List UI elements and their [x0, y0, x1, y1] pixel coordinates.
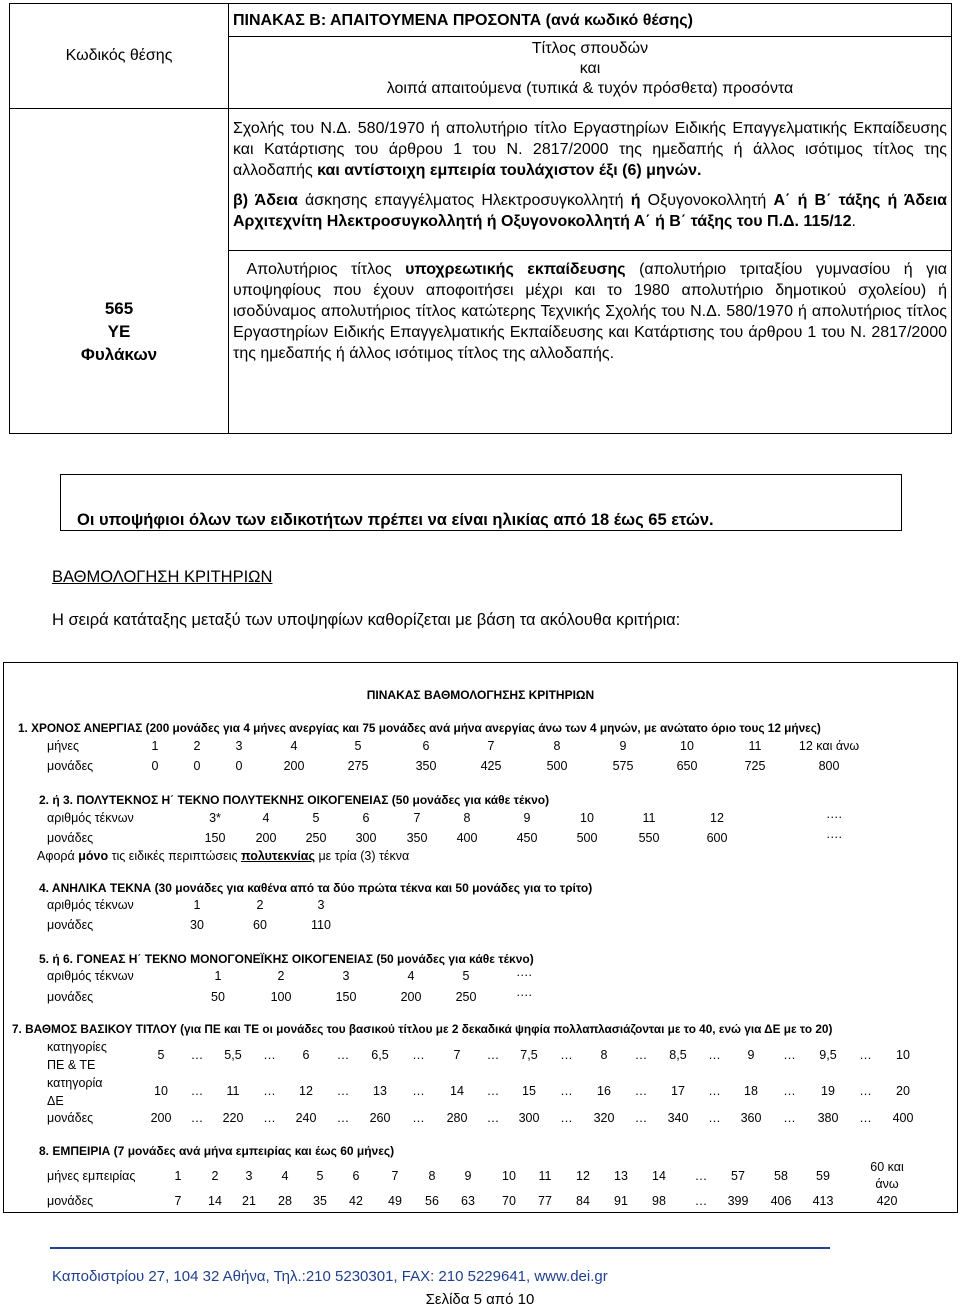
cell-value: 12 και άνω	[798, 739, 860, 753]
cell-value: 57	[731, 1169, 745, 1183]
cell-value: 420	[876, 1194, 898, 1208]
cell-value: 399	[727, 1194, 749, 1208]
cell-value: 14	[208, 1194, 222, 1208]
cell-value: 8	[553, 739, 561, 753]
position-number: 565	[104, 298, 134, 318]
cell-value: 14	[652, 1169, 666, 1183]
cell-value: 5	[312, 811, 320, 825]
position-code-cell	[10, 109, 229, 434]
cell-value: 0	[151, 759, 159, 773]
cell-value: 300	[355, 831, 377, 845]
s1-row1-label: μήνες	[47, 739, 80, 753]
criteria-table-title: ΠΙΝΑΚΑΣ ΒΑΘΜΟΛΟΓΗΣΗΣ ΚΡΙΤΗΡΙΩΝ	[366, 688, 595, 702]
separator: …	[560, 1111, 573, 1125]
cell-value: 8	[463, 811, 471, 825]
cell-value: 10	[154, 1084, 168, 1098]
position-title: Φυλάκων	[80, 344, 158, 364]
cell-value: 406	[770, 1194, 792, 1208]
cell-value: 18	[744, 1084, 758, 1098]
requirements-table	[9, 3, 952, 434]
s2-heading: 2. ή 3. ΠΟΛΥΤΕΚΝΟΣ Η΄ ΤΕΚΝΟ ΠΟΛΥΤΕΚΝΗΣ ΟΙΚΟΓΕΝΕΙΑΣ (50 μονάδες για κάθε τέκνο)	[39, 793, 550, 807]
qualifications-header-1: Τίτλος σπουδών	[531, 40, 649, 57]
criteria-heading: ΒΑΘΜΟΛΟΓΗΣΗ ΚΡΙΤΗΡΙΩΝ	[52, 568, 273, 586]
qa-bold: και αντίστοιχη εμπειρία τουλάχιστον έξι (6) μηνών.	[317, 162, 702, 179]
cell-value: 5,5	[224, 1048, 242, 1062]
cell-value: 6	[362, 811, 370, 825]
qb-end: .	[851, 213, 856, 230]
cell-value: 8	[428, 1169, 436, 1183]
cell-value: 91	[614, 1194, 628, 1208]
separator: …	[783, 1084, 796, 1098]
footer-divider	[50, 1247, 830, 1249]
cell-value: 30	[190, 918, 204, 932]
cell-value: 1	[193, 898, 201, 912]
cell-value: 500	[546, 759, 568, 773]
cell-value: 11	[748, 739, 762, 753]
cell-value: 3	[342, 969, 350, 983]
s2-row2-label: μονάδες	[47, 831, 94, 845]
s2-note-3: με τρία (3) τέκνα	[314, 849, 410, 863]
cell-value: 7	[413, 811, 421, 825]
cell-value: 9	[747, 1048, 755, 1062]
separator: …	[190, 1048, 204, 1062]
s7-row1-label-2: ΠΕ & ΤΕ	[47, 1058, 96, 1072]
cell-value: 3	[245, 1169, 253, 1183]
cell-value: 9	[619, 739, 627, 753]
cell-value: 3	[235, 739, 243, 753]
s1-heading: 1. ΧΡΟΝΟΣ ΑΝΕΡΓΙΑΣ (200 μονάδες για 4 μήνες ανεργίας και 75 μονάδες ανά μήνα ανεργίας άνω των 4 μηνών, με ανώτατο όριο τους 12 μήνες)	[18, 721, 821, 735]
s2-note	[37, 849, 409, 863]
cell-value: 800	[818, 759, 840, 773]
separator: …	[190, 1111, 204, 1125]
cell-value: 200	[400, 990, 422, 1004]
cell-value: 11	[642, 811, 656, 825]
cell-value: 100	[270, 990, 292, 1004]
s7-row2-label-1: κατηγορία	[47, 1076, 103, 1090]
cell-value: 2	[256, 898, 264, 912]
separator: …	[263, 1084, 276, 1098]
cell-value: 58	[774, 1169, 788, 1183]
s7-row3-label: μονάδες	[47, 1111, 94, 1125]
cell-value: 280	[446, 1111, 468, 1125]
separator: …	[708, 1084, 721, 1098]
cell-value: 250	[305, 831, 327, 845]
cell-value: 56	[425, 1194, 439, 1208]
cell-value: 60	[253, 918, 267, 932]
cell-value: 9	[523, 811, 531, 825]
s8-row2-label: μονάδες	[47, 1194, 94, 1208]
separator: …	[412, 1084, 425, 1098]
cell-value: 2	[277, 969, 285, 983]
cell-value: 12	[710, 811, 724, 825]
cell-value: 500	[576, 831, 598, 845]
cell-value: 1	[214, 969, 222, 983]
cell-value: 3	[317, 898, 325, 912]
cell-value: 200	[283, 759, 305, 773]
s7-heading: 7. ΒΑΘΜΟΣ ΒΑΣΙΚΟΥ ΤΙΤΛΟΥ (για ΠΕ και ΤΕ οι μονάδες του βασικού τίτλου με 2 δεκαδικά ψηφία πολλαπλασιάζονται με το 40, ενώ για ΔΕ με το 20)	[12, 1022, 833, 1036]
cell-value: 98	[652, 1194, 666, 1208]
cell-value: 13	[373, 1084, 387, 1098]
cell-value: 320	[593, 1111, 615, 1125]
cell-value: 16	[597, 1084, 611, 1098]
cell-value: 250	[455, 990, 477, 1004]
cell-value: 600	[706, 831, 728, 845]
separator: …	[412, 1048, 425, 1062]
cell-value: 5	[354, 739, 362, 753]
cell-value: 3*	[209, 811, 221, 825]
qualification-alt-b	[229, 181, 951, 250]
separator: …	[783, 1048, 796, 1062]
cell-value: 150	[335, 990, 357, 1004]
cell-value: 28	[278, 1194, 292, 1208]
cell-value: 1	[174, 1169, 182, 1183]
criteria-intro: Η σειρά κατάταξης μεταξύ των υποψηφίων καθορίζεται με βάση τα ακόλουθα κριτήρια:	[52, 611, 681, 629]
qualifications-header-2: και	[579, 60, 601, 77]
cell-value: 650	[676, 759, 698, 773]
s4-row1-label: αριθμός τέκνων	[47, 898, 134, 912]
separator: …	[486, 1084, 500, 1098]
cell-value: 400	[456, 831, 478, 845]
cell-value: 19	[821, 1084, 835, 1098]
separator: …	[336, 1048, 350, 1062]
separator: …	[412, 1111, 425, 1125]
s4-row2-label: μονάδες	[47, 918, 94, 932]
separator: …	[263, 1111, 276, 1125]
cell-value: 63	[461, 1194, 475, 1208]
cell-value: 5	[316, 1169, 324, 1183]
s8-last-2: άνω	[875, 1177, 899, 1191]
cell-value: 84	[576, 1194, 590, 1208]
s8-row1-label: μήνες εμπειρίας	[47, 1169, 136, 1183]
cell-value: 9	[464, 1169, 472, 1183]
cell-value: 4	[281, 1169, 289, 1183]
cell-value: 14	[450, 1084, 464, 1098]
cell-value: 240	[295, 1111, 317, 1125]
separator: …	[336, 1111, 350, 1125]
cell-value: 12	[576, 1169, 590, 1183]
cell-value: 350	[415, 759, 437, 773]
cell-value: 11	[226, 1084, 240, 1098]
cell-value: 340	[667, 1111, 689, 1125]
qualifications-header-3: λοιπά απαιτούμενα (τυπικά & τυχόν πρόσθετα) προσόντα	[386, 80, 794, 97]
separator: …	[486, 1048, 500, 1062]
s8-last-1: 60 και	[870, 1160, 904, 1174]
cell-value: 5	[157, 1048, 165, 1062]
cell-value: …	[694, 1169, 708, 1183]
cell-value: 350	[406, 831, 428, 845]
code-header: Κωδικός θέσης	[65, 47, 173, 64]
cell-value: 2	[193, 739, 201, 753]
age-notice: Οι υποψήφιοι όλων των ειδικοτήτων πρέπει να είναι ηλικίας από 18 έως 65 ετών.	[77, 511, 714, 529]
cell-value: 35	[313, 1194, 327, 1208]
qualification-alt-a	[229, 109, 951, 181]
qm-n1: Απολυτήριος τίτλος	[246, 261, 406, 278]
cell-value: 413	[812, 1194, 834, 1208]
separator: …	[634, 1111, 648, 1125]
cell-value: 110	[311, 918, 331, 932]
cell-value: 360	[740, 1111, 762, 1125]
table-title-cell	[229, 4, 952, 37]
cell-value: 12	[299, 1084, 313, 1098]
cell-value: 15	[522, 1084, 536, 1098]
cell-value: 6	[302, 1048, 310, 1062]
cell-value: 725	[744, 759, 766, 773]
separator: …	[859, 1084, 872, 1098]
s5-row1-ellipsis: ….	[516, 965, 532, 979]
s2-row2-ellipsis: ….	[826, 827, 842, 841]
s2-note-2: τις ειδικές περιπτώσεις	[108, 849, 241, 863]
qualifications-header-cell	[229, 37, 952, 109]
separator: …	[336, 1084, 350, 1098]
cell-value: 7,5	[520, 1048, 538, 1062]
page-number: Σελίδα 5 από 10	[425, 1291, 535, 1308]
s2-row1-ellipsis: ….	[826, 807, 842, 821]
s4-heading: 4. ΑΝΗΛΙΚΑ ΤΕΚΝΑ (30 μονάδες για καθένα από τα δύο πρώτα τέκνα και 50 μονάδες για το τρίτο)	[39, 881, 593, 895]
cell-value: 10	[896, 1048, 910, 1062]
cell-value: 7	[453, 1048, 461, 1062]
age-notice-box	[60, 474, 902, 531]
separator: …	[859, 1048, 872, 1062]
s2-note-underlined: πολυτεκνίας	[240, 849, 315, 863]
cell-value: 6	[352, 1169, 360, 1183]
cell-value: 220	[222, 1111, 244, 1125]
s7-row1-label-1: κατηγορίες	[47, 1040, 107, 1054]
cell-value: 10	[680, 739, 694, 753]
cell-value: 42	[349, 1194, 363, 1208]
cell-value: 4	[262, 811, 270, 825]
cell-value: 8	[600, 1048, 608, 1062]
cell-value: 0	[235, 759, 243, 773]
separator: …	[190, 1084, 204, 1098]
cell-value: 200	[255, 831, 277, 845]
cell-value: 70	[502, 1194, 516, 1208]
qb-b1: β) Άδεια	[233, 192, 298, 209]
separator: …	[708, 1111, 721, 1125]
cell-value: 7	[391, 1169, 399, 1183]
cell-value: 425	[480, 759, 502, 773]
cell-value: …	[694, 1194, 708, 1208]
cell-value: 21	[242, 1194, 256, 1208]
cell-value: 200	[150, 1111, 172, 1125]
s8-heading: 8. ΕΜΠΕΙΡΙΑ (7 μονάδες ανά μήνα εμπειρίας και έως 60 μήνες)	[39, 1144, 395, 1158]
separator: …	[263, 1048, 276, 1062]
cell-value: 77	[538, 1194, 552, 1208]
cell-value: 10	[502, 1169, 516, 1183]
cell-value: 8,5	[669, 1048, 687, 1062]
qb-n2: Οξυγονοκολλητή	[640, 192, 774, 209]
cell-value: 10	[580, 811, 594, 825]
cell-value: 2	[211, 1169, 219, 1183]
separator: …	[783, 1111, 796, 1125]
cell-value: 7	[174, 1194, 182, 1208]
separator: …	[560, 1048, 573, 1062]
separator: …	[708, 1048, 721, 1062]
qualification-main	[229, 251, 951, 374]
cell-value: 50	[211, 990, 225, 1004]
footer-address: Καποδιστρίου 27, 104 32 Αθήνα, Τηλ.:210 5230301, FAX: 210 5229641, www.dei.gr	[52, 1268, 608, 1285]
cell-value: 13	[614, 1169, 628, 1183]
qa-normal: Σχολής του Ν.Δ. 580/1970 ή απολυτήριο τίτλο Εργαστηρίων Ειδικής Επαγγελματικής Εκπαίδευσης και Κατάρτισης του άρθρου 1 του Ν. 2817/2000 της ημεδαπής ή άλλος ισότιμος τίτλος της αλλοδαπής	[233, 120, 947, 179]
code-header-cell	[10, 4, 229, 109]
position-category: ΥΕ	[107, 321, 131, 341]
cell-value: 9,5	[819, 1048, 837, 1062]
cell-value: 450	[516, 831, 538, 845]
position-code	[10, 177, 228, 366]
s2-row1-label: αριθμός τέκνων	[47, 811, 134, 825]
qm-b1: υποχρεωτικής εκπαίδευσης	[405, 261, 626, 278]
cell-value: 400	[892, 1111, 914, 1125]
cell-value: 275	[347, 759, 369, 773]
cell-value: 59	[816, 1169, 830, 1183]
cell-value: 1	[151, 739, 159, 753]
separator: …	[634, 1084, 648, 1098]
cell-value: 380	[817, 1111, 839, 1125]
qualifications-cell	[229, 109, 952, 434]
cell-value: 5	[462, 969, 470, 983]
s2-note-1: Αφορά	[37, 849, 79, 863]
table-title: ΠΙΝΑΚΑΣ Β: ΑΠΑΙΤΟΥΜΕΝΑ ΠΡΟΣΟΝΤΑ (ανά κωδικό θέσης)	[233, 12, 693, 29]
s5-row2-label: μονάδες	[47, 990, 94, 1004]
cell-value: 11	[538, 1169, 552, 1183]
s1-row2-label: μονάδες	[47, 759, 94, 773]
cell-value: 6,5	[371, 1048, 389, 1062]
cell-value: 4	[290, 739, 298, 753]
cell-value: 6	[422, 739, 430, 753]
cell-value: 575	[612, 759, 634, 773]
separator: …	[859, 1111, 872, 1125]
separator: …	[486, 1111, 500, 1125]
cell-value: 20	[896, 1084, 910, 1098]
s5-row1-label: αριθμός τέκνων	[47, 969, 134, 983]
qm-n2: (απολυτήριο τριταξίου γυμνασίου ή για υποψηφίους που έχουν αποφοιτήσει μέχρι και το 1980 απολυτήριο δημοτικού σχολείου) ή ισοδύναμος απολυτήριος τίτλος κατώτερης Τεχνικής Σχολής του Ν.Δ. 580/1970 ή απολυτήριος τίτλος Εργαστηρίων Ειδικής Επαγγελματικής Εκπαίδευσης και Κατάρτισης του άρθρου 1 του Ν. 2817/2000 της ημεδαπής ή άλλος ισότιμος τίτλος της αλλοδαπής.	[233, 261, 947, 362]
s2-note-bold: μόνο	[78, 849, 109, 863]
cell-value: 7	[487, 739, 495, 753]
s5-row2-ellipsis: ….	[516, 985, 532, 999]
cell-value: 0	[193, 759, 201, 773]
s7-row2-label-2: ΔΕ	[47, 1094, 64, 1108]
cell-value: 49	[388, 1194, 402, 1208]
cell-value: 550	[638, 831, 660, 845]
s5-heading: 5. ή 6. ΓΟΝΕΑΣ Η΄ ΤΕΚΝΟ ΜΟΝΟΓΟΝΕΪΚΗΣ ΟΙΚΟΓΕΝΕΙΑΣ (50 μονάδες για κάθε τέκνο)	[39, 952, 534, 966]
criteria-table	[3, 662, 958, 1213]
cell-value: 260	[369, 1111, 391, 1125]
qb-n1: άσκησης επαγγέλματος Ηλεκτροσυγκολλητή	[297, 192, 631, 209]
qb-b3: Α΄ ή Β΄ τάξης ή Άδεια Αρχιτεχνίτη Ηλεκτροσυγκολλητή ή Οξυγονοκολλητή Α΄ ή Β΄ τάξης του Π.Δ. 115/12	[233, 192, 947, 230]
cell-value: 4	[407, 969, 415, 983]
cell-value: 150	[204, 831, 226, 845]
cell-value: 17	[671, 1084, 685, 1098]
separator: …	[560, 1084, 573, 1098]
separator: …	[634, 1048, 648, 1062]
qb-b2: ή	[630, 192, 641, 209]
cell-value: 300	[518, 1111, 540, 1125]
